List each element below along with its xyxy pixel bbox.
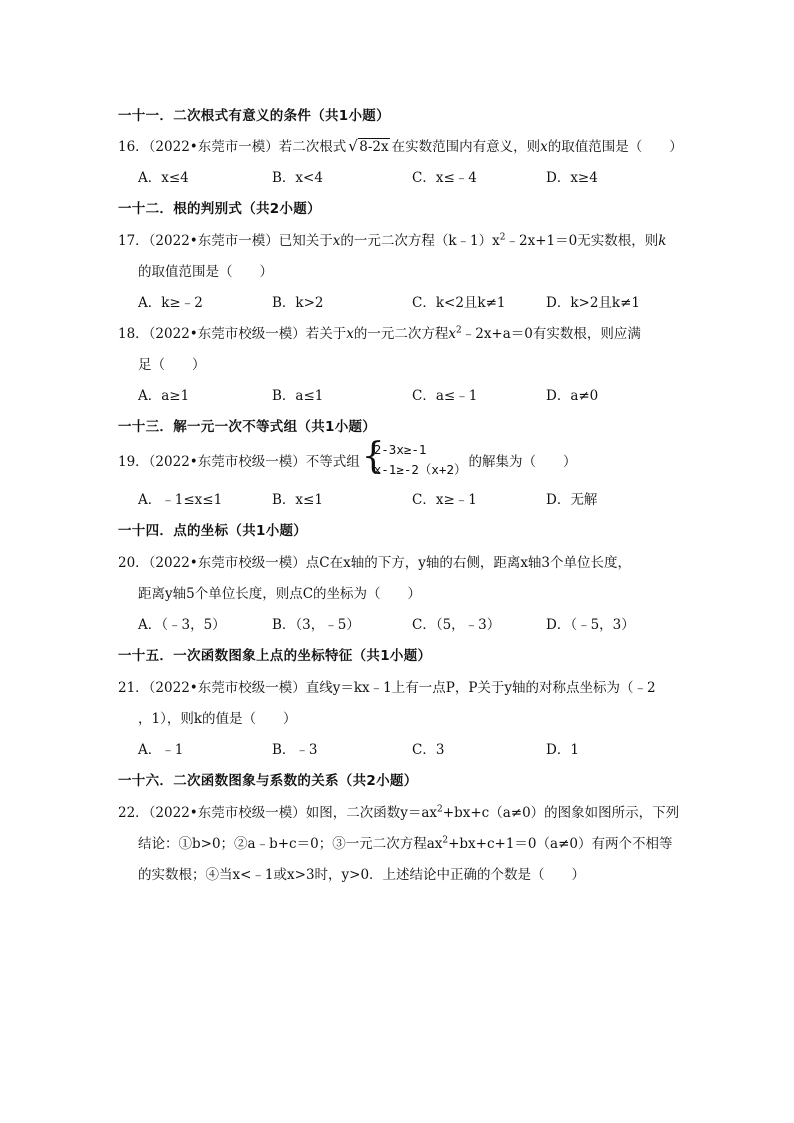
inequality-1: 2-3x≥-1 [373,442,427,457]
q18-option-c: C．a≤﹣1 [412,388,478,404]
q21-option-c: C．3 [412,742,445,758]
question-18 [118,322,641,342]
q22-line-3: 的实数根；④当x<﹣1或x>3时，y>0．上述结论中正确的个数是（ ） [138,867,586,883]
q17-line-2: 的取值范围是（ ） [138,264,273,280]
q18-option-a: A．a≥1 [138,388,190,404]
q18-option-b: B．a≤1 [272,388,324,404]
q17-stem-a: 17．（2022•东莞市一模）已知关于 [118,233,333,249]
q16-stem-end: 的取值范围是（ ） [547,139,683,155]
q19-option-a: A．﹣1≤x≤1 [138,492,223,508]
q17-exponent: 2 [499,232,506,243]
q16-option-c: C．x≤﹣4 [412,170,477,186]
q22-stem-a: 22．（2022•东莞市校级一模）如图，二次函数y＝ax [118,805,438,821]
q17-stem-b: 的一元二次方程（k﹣1）x [340,233,500,249]
q19-option-d: D．无解 [546,492,598,508]
q18-var-x: x [346,326,354,342]
q21-line-2: ，1），则k的值是（ ） [138,711,297,727]
q20-option-a: A．（﹣3，5） [138,617,226,633]
q18-stem-b: 的一元二次方程 [353,326,449,342]
question-19 [118,436,577,480]
question-17 [118,229,666,249]
q22-line-2 [138,832,672,852]
q17-stem-c: ﹣2x+1＝0无实数根，则 [505,233,659,249]
q17-var-k: k [658,233,667,249]
q18-line-2: 足（ ） [138,357,206,373]
radicand: 8-2x [359,139,389,155]
section-heading-13: 一十三．解一元一次不等式组（共1小题） [118,419,377,435]
q17-option-d: D．k>2且k≠1 [546,295,640,311]
q18-eq-x: x [448,326,456,342]
q21-option-d: D．1 [546,742,579,758]
q16-option-a: A．x≤4 [138,170,189,186]
q19-stem-end: 的解集为（ ） [468,454,577,470]
q20-option-d: D．（﹣5，3） [546,617,635,633]
q20-option-c: C．（5，﹣3） [412,617,501,633]
q18-stem-c: 应满 [613,326,641,342]
q21-option-a: A．﹣1 [138,742,184,758]
question-22 [118,801,679,821]
q19-option-b: B．x≤1 [272,492,323,508]
q16-var: x [540,139,548,155]
q16-stem-cont: 在实数范围内有意义，则 [391,139,541,155]
left-brace-icon: { [361,436,385,477]
q20-option-b: B．（3，﹣5） [272,617,360,633]
q21-option-b: B．﹣3 [272,742,318,758]
section-heading-11: 一十一．二次根式有意义的条件（共1小题） [118,108,390,124]
q19-stem: 19．（2022•东莞市校级一模）不等式组 [118,454,360,470]
question-21: 21．（2022•东莞市校级一模）直线y＝kx﹣1上有一点P，P关于y轴的对称点坐标为（﹣2 [118,680,656,696]
radical-sign-icon: √ [348,137,358,155]
q16-option-b: B．x<4 [272,170,323,186]
inequality-system [361,436,467,480]
q16-option-d: D．x≥4 [546,170,598,186]
section-heading-12: 一十二．根的判别式（共2小题） [118,201,321,217]
q18-stem-a: 18．（2022•东莞市校级一模）若关于 [118,326,347,342]
q19-option-c: C．x≥﹣1 [412,492,477,508]
q22-exponent-2: 2 [442,835,449,846]
question-20: 20．（2022•东莞市校级一模）点C在x轴的下方，y轴的右侧，距离x轴3个单位长度， [118,555,632,571]
q22-line2-a: 结论：①b>0；②a﹣b+c＝0；③一元二次方程ax [138,836,443,852]
section-heading-16: 一十六．二次函数图象与系数的关系（共2小题） [118,773,418,789]
q22-line2-b: +bx+c+1＝0（a≠0）有两个不相等 [448,836,673,852]
q18-option-d: D．a≠0 [546,388,599,404]
q18-eq-rest: ﹣2x+a＝0有实数根，则 [461,326,614,342]
inequality-2: x-1≥-2（x+2） [373,462,467,477]
section-heading-14: 一十四．点的坐标（共1小题） [118,523,308,539]
section-heading-15: 一十五．一次函数图象上点的坐标特征（共1小题） [118,648,432,664]
q17-option-a: A．k≥﹣2 [138,295,203,311]
question-16 [118,135,683,155]
q22-stem-b: +bx+c（a≠0）的图象如图所示，下列 [442,805,680,821]
square-root-expression [348,139,389,155]
q17-var-x: x [332,233,341,249]
q16-stem: 16．（2022•东莞市一模）若二次根式 [118,139,347,155]
q20-line-2: 距离y轴5个单位长度，则点C的坐标为（ ） [138,586,422,602]
q17-option-c: C．k<2且k≠1 [412,295,506,311]
q22-exponent-1: 2 [437,804,443,815]
q17-option-b: B．k>2 [272,295,324,311]
q18-exponent: 2 [456,325,462,336]
